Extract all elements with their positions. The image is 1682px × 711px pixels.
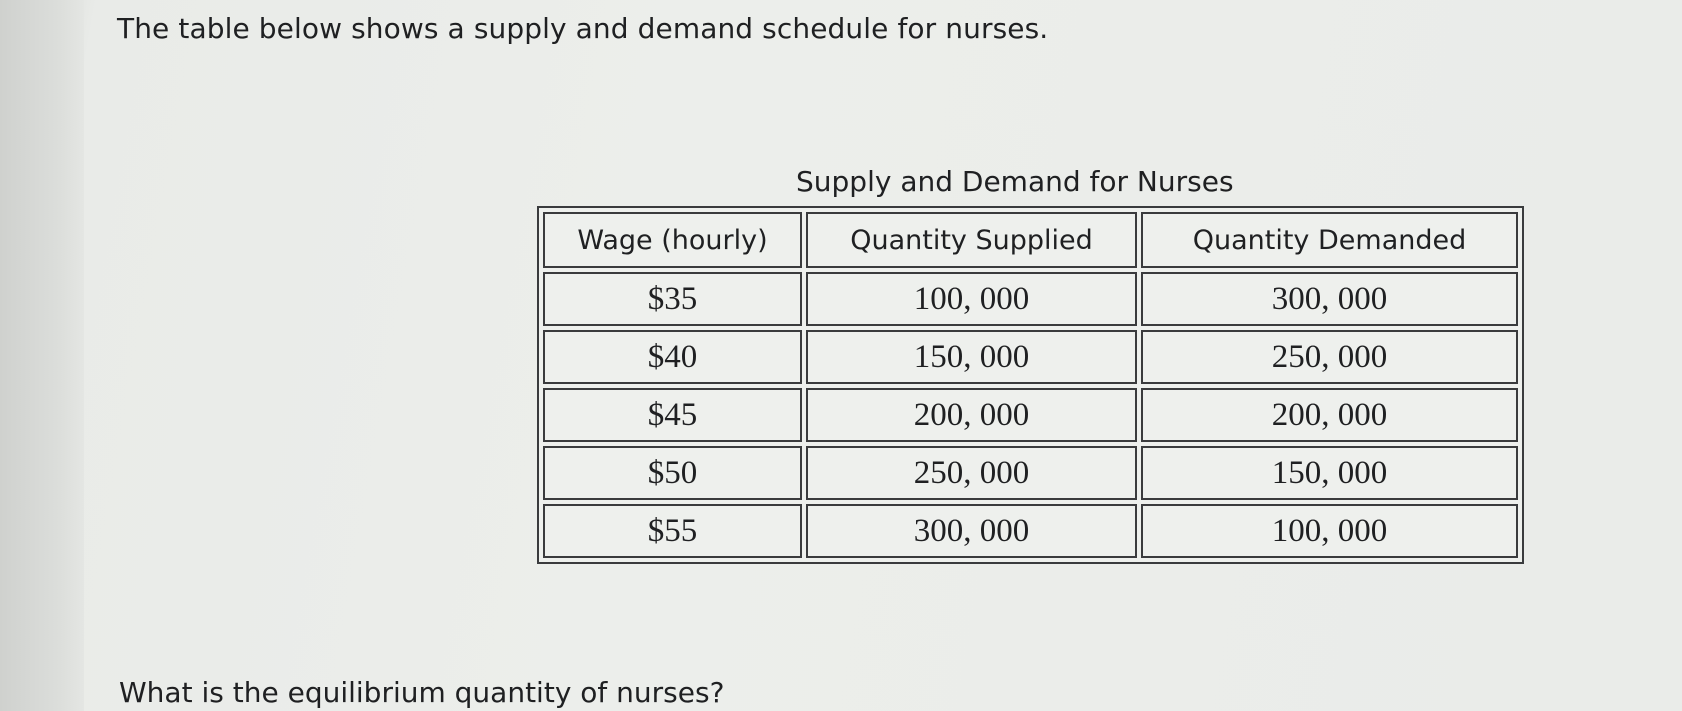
cell-wage: $35: [543, 272, 802, 326]
intro-text: The table below shows a supply and demand schedule for nurses.: [117, 12, 1049, 45]
table-row: [543, 388, 1518, 442]
table-row: [543, 446, 1518, 500]
cell-quantity-supplied: 300, 000: [806, 504, 1137, 558]
cell-quantity-supplied: 250, 000: [806, 446, 1137, 500]
cell-quantity-supplied: 150, 000: [806, 330, 1137, 384]
cell-wage: $45: [543, 388, 802, 442]
table-row: [543, 272, 1518, 326]
header-quantity-demanded: Quantity Demanded: [1141, 212, 1518, 268]
cell-quantity-demanded: 300, 000: [1141, 272, 1518, 326]
cell-quantity-demanded: 100, 000: [1141, 504, 1518, 558]
question-text: What is the equilibrium quantity of nurses?: [119, 676, 725, 709]
cell-quantity-supplied: 200, 000: [806, 388, 1137, 442]
table-row: [543, 330, 1518, 384]
cell-wage: $50: [543, 446, 802, 500]
cell-quantity-demanded: 150, 000: [1141, 446, 1518, 500]
cell-wage: $55: [543, 504, 802, 558]
header-wage: Wage (hourly): [543, 212, 802, 268]
table-header-row: [543, 212, 1518, 268]
cell-quantity-supplied: 100, 000: [806, 272, 1137, 326]
table-title: Supply and Demand for Nurses: [796, 165, 1234, 198]
supply-demand-table: [537, 206, 1524, 564]
cell-quantity-demanded: 250, 000: [1141, 330, 1518, 384]
table-row: [543, 504, 1518, 558]
cell-wage: $40: [543, 330, 802, 384]
header-quantity-supplied: Quantity Supplied: [806, 212, 1137, 268]
cell-quantity-demanded: 200, 000: [1141, 388, 1518, 442]
left-margin-shadow: [0, 0, 84, 711]
